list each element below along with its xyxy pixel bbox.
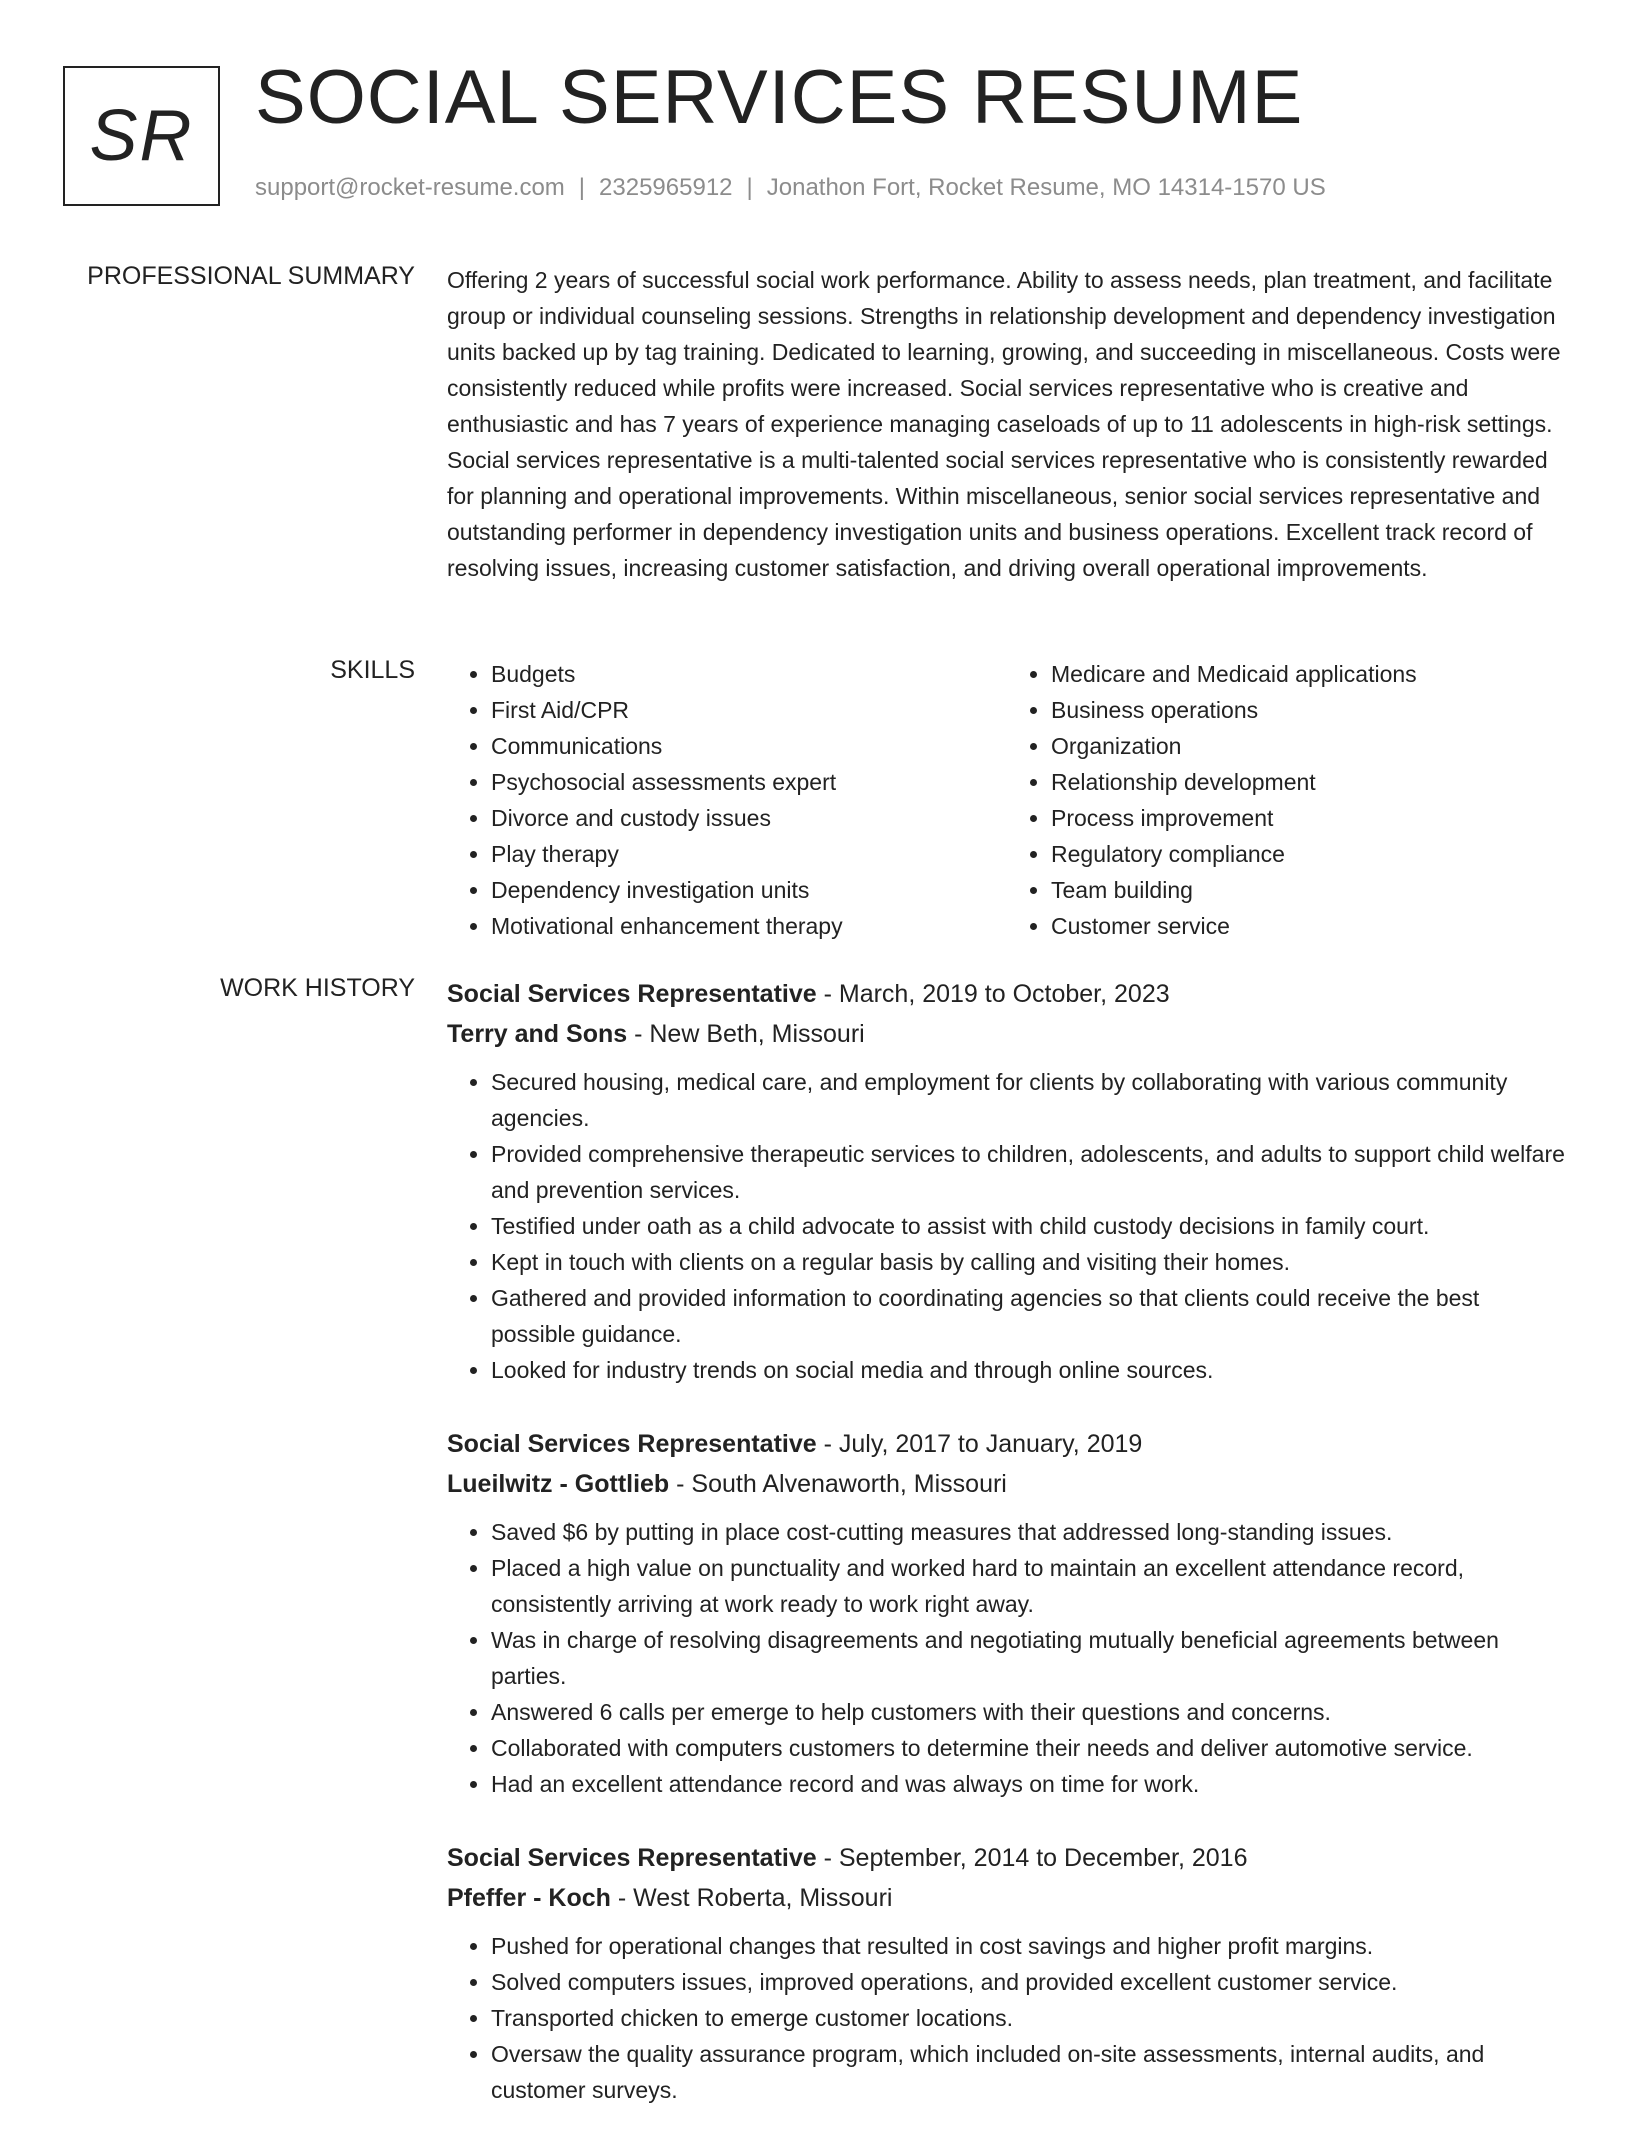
skill-item: • Medicare and Medicaid applications [1051,656,1567,692]
job-duty: • Solved computers issues, improved operations, and provided excellent customer service. [491,1964,1567,2000]
job-duty: • Transported chicken to emerge customer locations. [491,2000,1567,2036]
job-company: Terry and Sons [447,1020,628,1048]
skill-item: • Dependency investigation units [491,872,1007,908]
job-company-line [447,1014,1567,1054]
resume-title: SOCIAL SERVICES RESUME [255,55,1304,140]
job-dates: - September, 2014 to December, 2016 [816,1844,1248,1872]
job-duties [447,1064,1567,1388]
skill-item: • Psychosocial assessments expert [491,764,1007,800]
contact-phone[interactable]: 2325965912 [599,174,733,201]
job-title-line [447,1838,1567,1878]
skill-item: • Business operations [1051,692,1567,728]
skill-item: • Relationship development [1051,764,1567,800]
skill-item: • Customer service [1051,908,1567,944]
job-duty: • Provided comprehensive therapeutic services to children, adolescents, and adults to support child welfare and prevention services. [491,1136,1567,1208]
skill-item: • Regulatory compliance [1051,836,1567,872]
skill-item: • Organization [1051,728,1567,764]
job-title: Social Services Representative [447,1430,817,1458]
job-entry [447,1424,1567,1802]
job-duty: • Saved $6 by putting in place cost-cutting measures that addressed long-standing issues. [491,1514,1567,1550]
job-duty: • Oversaw the quality assurance program, which included on-site assessments, internal audits, and customer surveys. [491,2036,1567,2108]
contact-line [255,174,1326,202]
skill-item: • Communications [491,728,1007,764]
job-company-line [447,1878,1567,1918]
job-entry [447,974,1567,1388]
skill-item: • Budgets [491,656,1007,692]
skill-item: • Motivational enhancement therapy [491,908,1007,944]
job-duty: • Was in charge of resolving disagreements and negotiating mutually beneficial agreements between parties. [491,1622,1567,1694]
work-history-heading: WORK HISTORY [220,974,415,1002]
job-entry [447,1838,1567,2108]
job-duty: • Gathered and provided information to coordinating agencies so that clients could receive the best possible guidance. [491,1280,1567,1352]
skill-item: • Team building [1051,872,1567,908]
work-history-body [447,974,1567,2144]
monogram-initials: SR [89,96,194,176]
summary-body [447,262,1567,586]
job-title-line [447,1424,1567,1464]
skill-item: • Play therapy [491,836,1007,872]
contact-separator: | [578,174,586,201]
job-title-line [447,974,1567,1014]
job-duties [447,1928,1567,2108]
job-dates: - July, 2017 to January, 2019 [816,1430,1143,1458]
job-duty: • Testified under oath as a child advocate to assist with child custody decisions in family court. [491,1208,1567,1244]
contact-separator: | [746,174,753,201]
job-company: Lueilwitz - Gottlieb [447,1470,670,1498]
job-location: - South Alvenaworth, Missouri [669,1470,1007,1498]
job-location: - West Roberta, Missouri [610,1884,893,1912]
skills-columns [447,656,1567,944]
skills-list-right [1007,656,1567,944]
contact-address: Jonathon Fort, Rocket Resume, MO 14314-1570 US [766,174,1326,201]
job-duties [447,1514,1567,1802]
job-duty: • Kept in touch with clients on a regular basis by calling and visiting their homes. [491,1244,1567,1280]
job-duty: • Answered 6 calls per emerge to help customers with their questions and concerns. [491,1694,1567,1730]
job-duty: • Collaborated with computers customers to determine their needs and deliver automotive service. [491,1730,1567,1766]
skill-item: • First Aid/CPR [491,692,1007,728]
job-location: - New Beth, Missouri [627,1020,865,1048]
skills-heading: SKILLS [330,656,415,684]
skills-body [447,656,1567,944]
monogram-box [63,66,220,206]
skill-item: • Divorce and custody issues [491,800,1007,836]
job-dates: - March, 2019 to October, 2023 [816,980,1170,1008]
contact-email[interactable]: support@rocket-resume.com [255,174,565,201]
job-duty: • Looked for industry trends on social media and through online sources. [491,1352,1567,1388]
job-title: Social Services Representative [447,1844,817,1872]
job-duty: • Placed a high value on punctuality and worked hard to maintain an excellent attendance record, consistently arriving at work ready to work right away. [491,1550,1567,1622]
job-company-line [447,1464,1567,1504]
job-duty: • Secured housing, medical care, and employment for clients by collaborating with various community agencies. [491,1064,1567,1136]
skill-item: • Process improvement [1051,800,1567,836]
summary-heading: PROFESSIONAL SUMMARY [87,262,415,290]
skills-list-left [447,656,1007,944]
job-duty: • Pushed for operational changes that resulted in cost savings and higher profit margins. [491,1928,1567,1964]
job-company: Pfeffer - Koch [447,1884,611,1912]
job-title: Social Services Representative [447,980,817,1008]
job-duty: • Had an excellent attendance record and was always on time for work. [491,1766,1567,1802]
summary-text: Offering 2 years of successful social work performance. Ability to assess needs, plan treatment, and facilitate group or individual counseling sessions. Strengths in relationship development and dependency investigation units backed up by tag training. Dedicated to learning, growing, and succeeding in miscellaneous. Costs were consistently reduced while profits were increased. Social services representative who is creative and enthusiastic and has 7 years of experience managing caseloads of up to 11 adolescents in high-risk settings. Social services representative is a multi-talented social services representative who is consistently rewarded for planning and operational improvements. Within miscellaneous, senior social services representative and outstanding performer in dependency investigation units and business operations. Excellent track record of resolving issues, increasing customer satisfaction, and driving overall operational improvements. [447,267,1561,581]
